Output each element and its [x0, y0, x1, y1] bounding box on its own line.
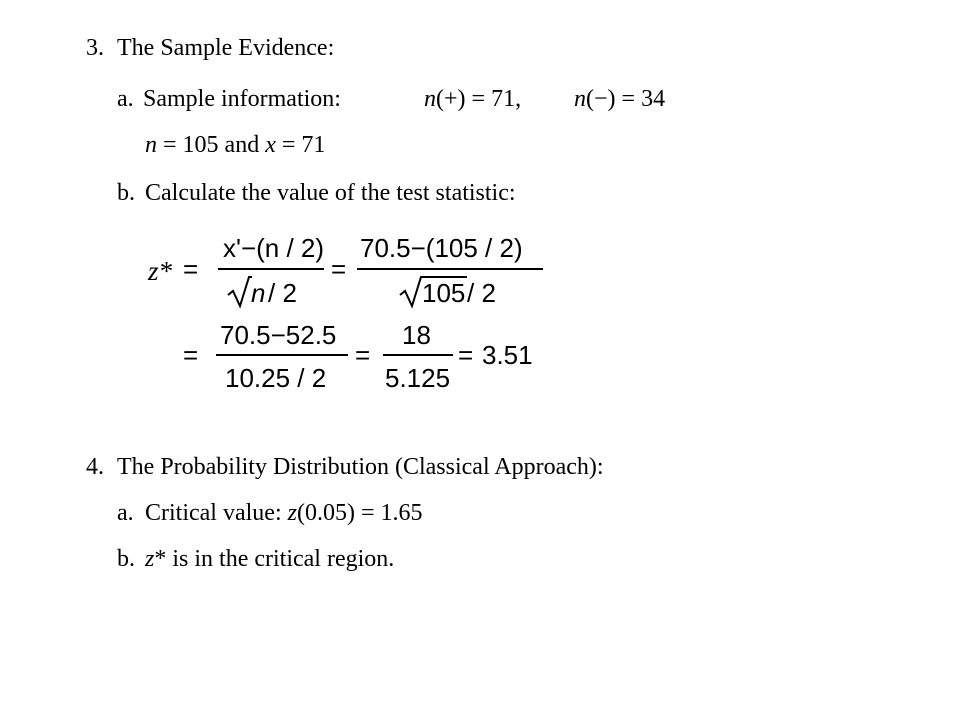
equals-sign-4: =	[355, 340, 371, 370]
equals-sign-1: =	[183, 254, 199, 284]
section-4-number: 4.	[86, 454, 104, 480]
sample-size-expression: n = 105 and x = 71	[145, 132, 326, 158]
fraction-1-numerator: x'−(n / 2)	[223, 233, 325, 263]
fraction-4-denominator: 5.125	[385, 363, 451, 393]
item-3a-label: a.	[117, 86, 134, 112]
n-plus-expression: n(+) = 71,	[424, 86, 522, 112]
item-3a-prefix: Sample information:	[143, 86, 341, 112]
fraction-1-denominator-rest: / 2	[268, 278, 297, 308]
fraction-1-bar	[218, 268, 324, 270]
item-3b-text: Calculate the value of the test statistic:	[145, 180, 516, 206]
z-star-symbol: z*	[148, 256, 173, 286]
fraction-2-numerator: 70.5−(105 / 2)	[360, 233, 523, 263]
fraction-2-radicand: 105	[422, 278, 466, 308]
sqrt-sign-2	[398, 275, 424, 309]
critical-region-text: z* is in the critical region.	[145, 546, 395, 572]
n-minus-expression: n(−) = 34	[574, 86, 666, 112]
fraction-3-numerator: 70.5−52.5	[220, 320, 337, 350]
fraction-3-bar	[216, 354, 348, 356]
result-value: 3.51	[482, 340, 533, 370]
section-4-title: The Probability Distribution (Classical Approach):	[117, 454, 604, 480]
critical-value-text: Critical value: z(0.05) = 1.65	[145, 500, 423, 526]
equals-sign-2: =	[331, 254, 347, 284]
equals-sign-5: =	[458, 340, 474, 370]
item-4a-label: a.	[117, 500, 134, 526]
section-3-title: The Sample Evidence:	[117, 35, 335, 61]
fraction-1-radicand: n	[251, 278, 266, 308]
section-3-number: 3.	[86, 35, 104, 61]
fraction-3-denominator: 10.25 / 2	[225, 363, 327, 393]
fraction-4-bar	[383, 354, 453, 356]
fraction-4-numerator: 18	[402, 320, 431, 350]
sqrt-sign-1	[226, 275, 252, 309]
item-3b-label: b.	[117, 180, 135, 206]
equals-sign-3: =	[183, 340, 199, 370]
fraction-2-bar	[357, 268, 543, 270]
fraction-2-denominator-rest: / 2	[467, 278, 496, 308]
item-4b-label: b.	[117, 546, 135, 572]
